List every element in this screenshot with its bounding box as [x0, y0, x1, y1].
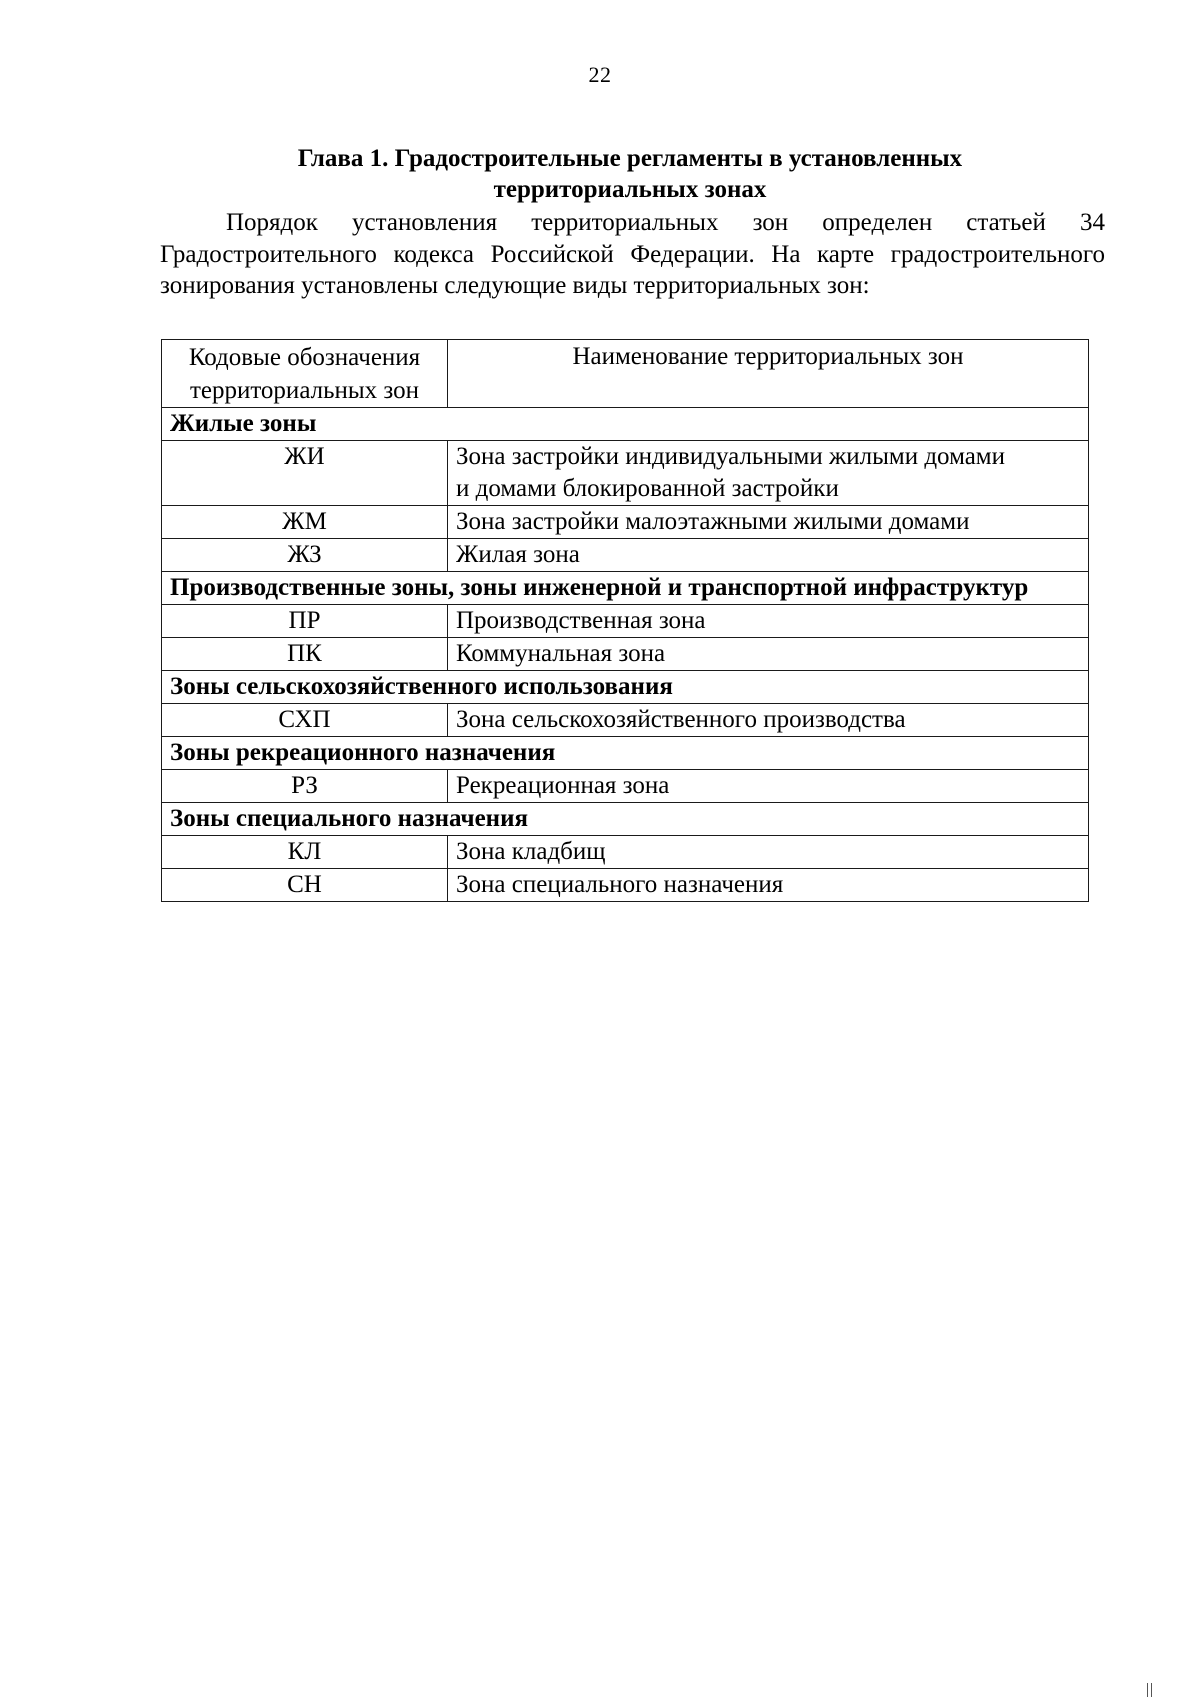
- zone-name: Зона застройки индивидуальными жилыми домами и домами блокированной застройки: [448, 441, 1089, 506]
- group-title: Зоны рекреационного назначения: [162, 737, 1089, 770]
- zone-name: Зона сельскохозяйственного производства: [448, 704, 1089, 737]
- group-title: Производственные зоны, зоны инженерной и транспортной инфраструктур: [162, 572, 1089, 605]
- zone-code: КЛ: [162, 836, 448, 869]
- header-name-cell: Наименование территориальных зон: [448, 340, 1089, 408]
- table-row: [162, 638, 1089, 671]
- zone-code: ПК: [162, 638, 448, 671]
- zone-code: ЖИ: [162, 441, 448, 506]
- table-row: [162, 836, 1089, 869]
- group-row: [162, 671, 1089, 704]
- zone-name: Рекреационная зона: [448, 770, 1089, 803]
- group-title: Жилые зоны: [162, 408, 1089, 441]
- zone-name: Зона специального назначения: [448, 869, 1089, 902]
- zone-code: ЖМ: [162, 506, 448, 539]
- zone-code: ЖЗ: [162, 539, 448, 572]
- zone-name: Коммунальная зона: [448, 638, 1089, 671]
- table-row: [162, 605, 1089, 638]
- chapter-heading-line-2: территориальных зонах: [493, 176, 767, 203]
- group-row: [162, 737, 1089, 770]
- zone-code: СХП: [162, 704, 448, 737]
- table-row: [162, 704, 1089, 737]
- table-header-row: [162, 340, 1089, 408]
- intro-paragraph: Порядок установления территориальных зон определен статьей 34 Градостроительного кодекса Российской Федерации. На карте градостроительного зонирования установлены следующие виды территориальных зон:: [160, 209, 1105, 299]
- table-row: [162, 506, 1089, 539]
- zone-code: РЗ: [162, 770, 448, 803]
- group-row: [162, 408, 1089, 441]
- group-row: [162, 803, 1089, 836]
- page-number: 22: [588, 62, 612, 87]
- zone-code: ПР: [162, 605, 448, 638]
- group-row: [162, 572, 1089, 605]
- zone-name: Производственная зона: [448, 605, 1089, 638]
- chapter-heading: [150, 143, 1110, 205]
- zone-code: СН: [162, 869, 448, 902]
- table-row: [162, 441, 1089, 506]
- table-row: [162, 539, 1089, 572]
- table-row: [162, 869, 1089, 902]
- header-code-cell: Кодовые обозначения территориальных зон: [162, 340, 448, 408]
- zones-table: [161, 339, 1089, 902]
- group-title: Зоны сельскохозяйственного использования: [162, 671, 1089, 704]
- chapter-heading-line-1: Глава 1. Градостроительные регламенты в установленных: [297, 145, 963, 172]
- scan-edge-mark: [1147, 1683, 1152, 1697]
- zone-name: Зона кладбищ: [448, 836, 1089, 869]
- table-row: [162, 770, 1089, 803]
- group-title: Зоны специального назначения: [162, 803, 1089, 836]
- zone-name: Жилая зона: [448, 539, 1089, 572]
- zone-name: Зона застройки малоэтажными жилыми домами: [448, 506, 1089, 539]
